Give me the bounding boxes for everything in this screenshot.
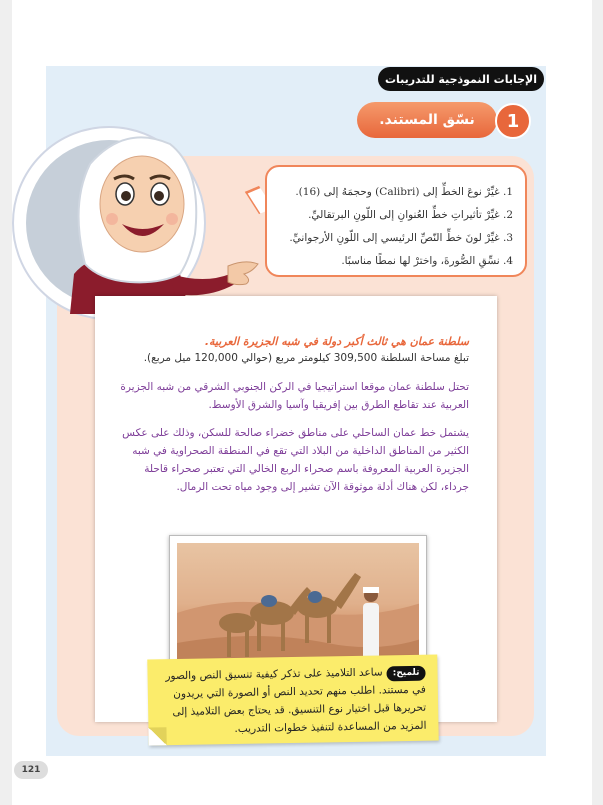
tip-badge: تلميح: bbox=[387, 666, 426, 682]
document-paragraph-1: تبلغ مساحة السلطنة 309,500 كيلومتر مربع (حوالي 120,000 ميل مربع). bbox=[143, 352, 469, 364]
girl-character-illustration bbox=[30, 124, 260, 314]
teacher-tip-note bbox=[147, 654, 438, 745]
exercise-number: 1 bbox=[495, 103, 531, 139]
note-fold bbox=[148, 727, 166, 745]
tip-text: ساعد التلاميذ على تذكر كيفية تنسيق النص والصور في مستند. اطلب منهم تحديد النص أو الصورة التي يريدون تحريرها قبل اختيار نوع التنسيق. قد يحتاج بعض التلاميذ إلى المزيد من المساعدة لتنفيذ خطوات التدريب. bbox=[165, 666, 427, 736]
instruction-2: 2. غيِّرْ تأثيراتِ خطِّ العُنوانِ إلى اللّونِ البرتقاليِّ. bbox=[308, 209, 513, 221]
instruction-1: 1. غيِّرْ نوعَ الخطِّ إلى (Calibri) وحجمَهُ إلى (16). bbox=[295, 186, 513, 198]
document-title: سلطنة عمان هي ثالث أكبر دولة في شبه الجزيرة العربية. bbox=[204, 335, 469, 348]
instructions-bubble bbox=[265, 165, 527, 277]
instruction-3: 3. غيِّرْ لونَ خطِّ النّصِّ الرئيسي إلى اللّونِ الأرجوانيِّ. bbox=[289, 232, 513, 244]
page-number: 121 bbox=[14, 761, 48, 779]
document-paragraph-3: يشتمل خط عمان الساحلي على مناطق خضراء صالحة للسكن، وذلك على عكس الكثير من المناطق الداخلية من البلاد التي تقع في المنطقة الصحراوية في شبه الجزيرة العربية المعروفة باسم صحراء الربع الخالي التي تعتبر صحراء قاحلة جرداء، لكن هناك أدلة موثوقة الآن تشير إلى وجود مياه تحت الرمال. bbox=[122, 427, 469, 493]
instruction-4: 4. نسِّقِ الصُّورةَ، واخترْ لها نمطًا مناسبًا. bbox=[341, 255, 513, 267]
exercise-title: نسّق المستند. bbox=[357, 102, 497, 138]
document-paragraph-2: تحتل سلطنة عمان موقعا استراتيجيا في الركن الجنوبي الشرقي من شبه الجزيرة العربية عند تقاطع الطرق بين إفريقيا وآسيا والشرق الأوسط. bbox=[120, 381, 469, 411]
section-header: الإجابات النموذجية للتدريبات bbox=[378, 67, 544, 91]
